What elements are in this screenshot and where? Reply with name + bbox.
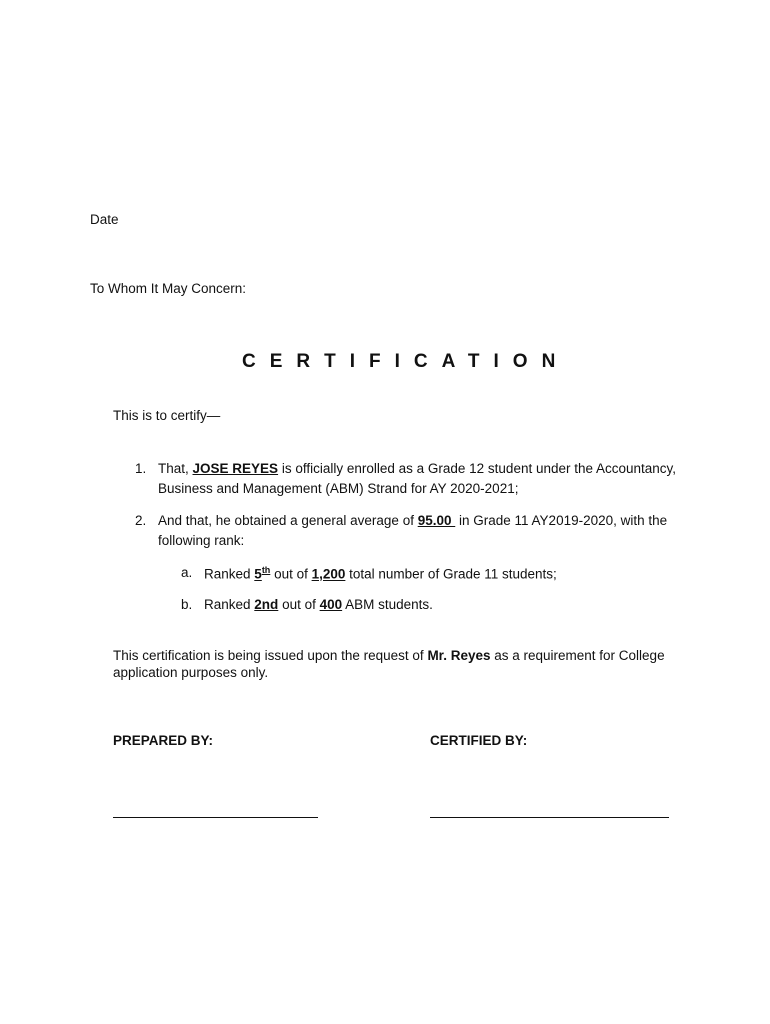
rank-suffix: th bbox=[261, 565, 271, 575]
general-average: 95.00 bbox=[417, 513, 456, 528]
rank-abm: 2nd bbox=[254, 597, 279, 612]
closing-line-1 bbox=[113, 648, 665, 663]
document-title: CERTIFICATION bbox=[242, 351, 570, 372]
item-2-number: 2. bbox=[135, 513, 147, 528]
prepared-by-signature-line bbox=[113, 817, 318, 818]
sub-a-text bbox=[204, 565, 557, 582]
sub-b-prefix: Ranked bbox=[204, 597, 255, 612]
sub-a-middle: out of bbox=[270, 566, 312, 582]
sub-a-letter: a. bbox=[181, 565, 193, 580]
certified-by-signature-line bbox=[430, 817, 669, 818]
sub-b-rest: ABM students. bbox=[342, 597, 433, 612]
sub-a-prefix: Ranked bbox=[204, 566, 255, 582]
item-1-line-1-rest: is officially enrolled as a Grade 12 student under the Accountancy, bbox=[278, 461, 677, 476]
closing-prefix: This certification is being issued upon the request of bbox=[113, 648, 428, 663]
item-2-prefix: And that, he obtained a general average of bbox=[158, 513, 418, 528]
requester-name: Mr. Reyes bbox=[427, 648, 491, 663]
intro-text: This is to certify— bbox=[113, 408, 221, 423]
item-2-line-2: following rank: bbox=[158, 533, 245, 548]
item-2-line-1-rest: in Grade 11 AY2019-2020, with the bbox=[455, 513, 668, 528]
total-grade-11-students: 1,200 bbox=[311, 566, 346, 582]
item-1-number: 1. bbox=[135, 461, 147, 476]
sub-b-middle: out of bbox=[278, 597, 320, 612]
sub-a-rest: total number of Grade 11 students; bbox=[345, 566, 557, 582]
item-1-line-1 bbox=[158, 461, 676, 476]
closing-line-1-rest: as a requirement for College bbox=[490, 648, 665, 663]
rank-grade-11: 5 bbox=[254, 566, 262, 582]
sub-b-text bbox=[204, 597, 433, 612]
salutation: To Whom It May Concern: bbox=[90, 281, 247, 296]
sub-b-letter: b. bbox=[181, 597, 193, 612]
date-label: Date bbox=[90, 212, 119, 227]
item-1-prefix: That, bbox=[158, 461, 193, 476]
item-2-line-1 bbox=[158, 513, 667, 528]
student-name: JOSE REYES bbox=[192, 461, 279, 476]
prepared-by-label: PREPARED BY: bbox=[113, 733, 214, 748]
closing-line-2: application purposes only. bbox=[113, 665, 269, 680]
total-abm-students: 400 bbox=[319, 597, 343, 612]
item-1-line-2: Business and Management (ABM) Strand for AY 2020-2021; bbox=[158, 481, 519, 496]
certified-by-label: CERTIFIED BY: bbox=[430, 733, 528, 748]
